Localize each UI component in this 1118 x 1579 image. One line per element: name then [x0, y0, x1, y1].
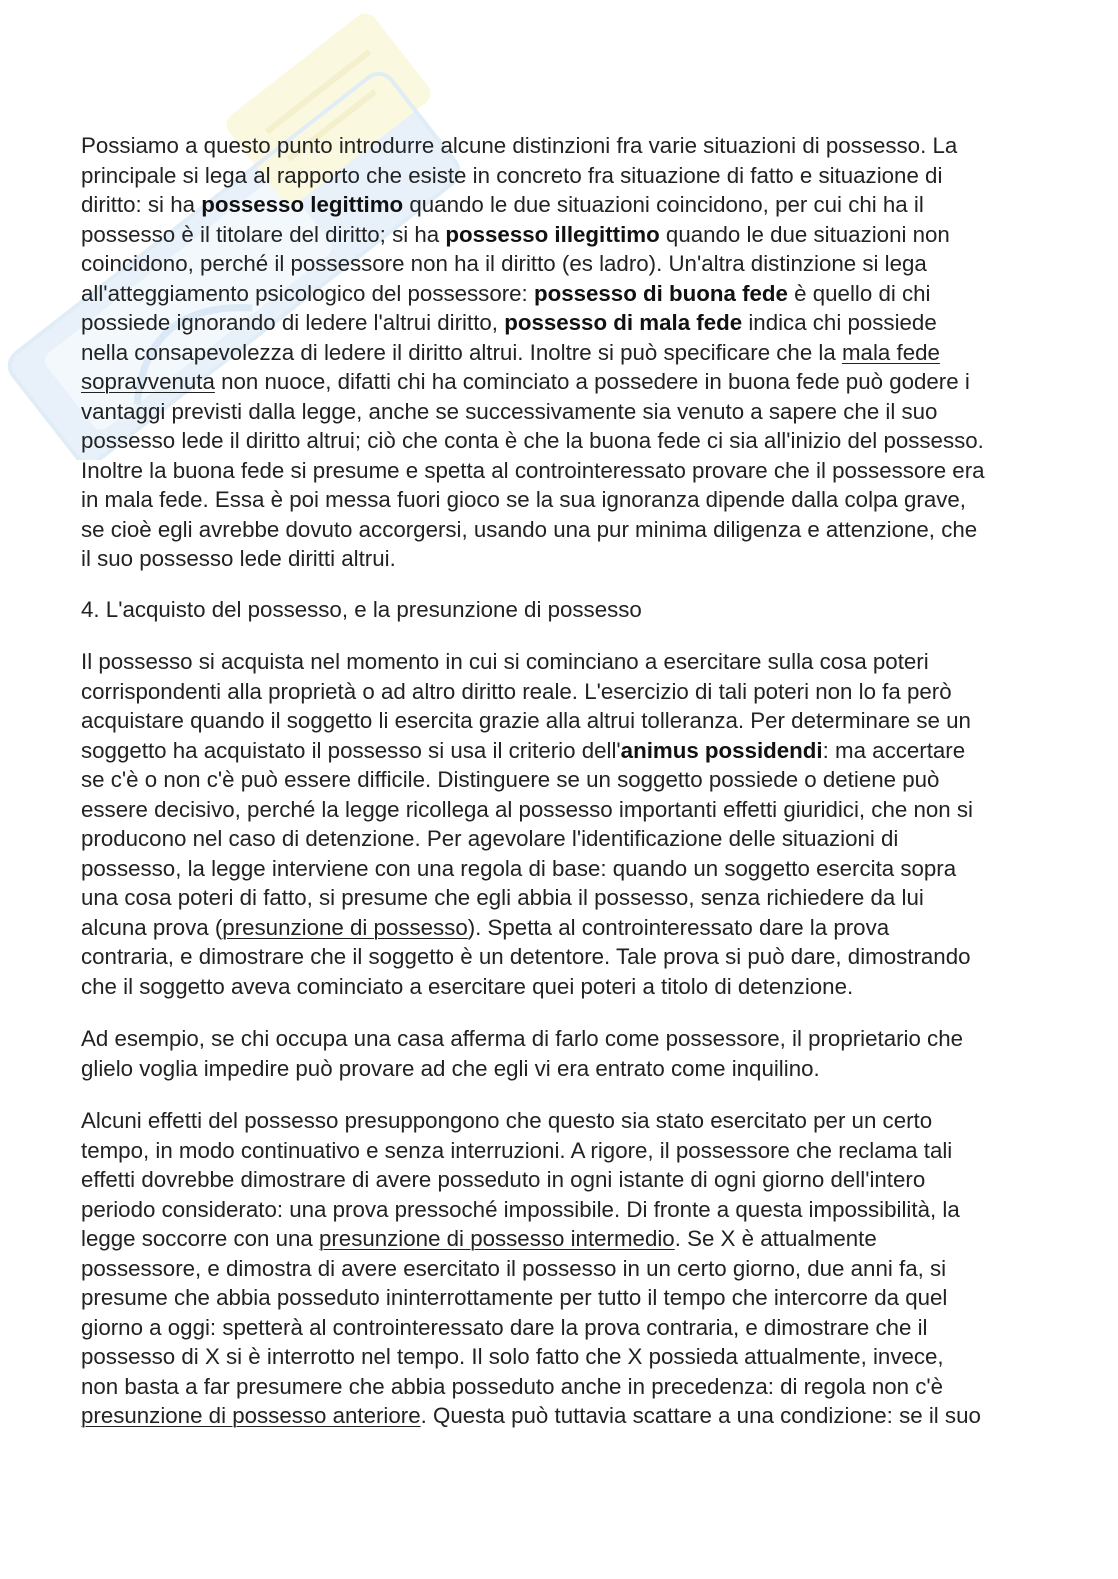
text-segment: . Questa può tuttavia scattare a una condizione: se il suo — [420, 1403, 981, 1428]
text-line: in mala fede. Essa è poi messa fuori gioco se la sua ignoranza dipende dalla colpa grave, — [81, 487, 966, 512]
text-line — [81, 220, 985, 250]
text-segment: soggetto ha acquistato il possesso si usa il criterio dell' — [81, 737, 621, 763]
underlined-term: presunzione di possesso intermedio — [318, 1226, 675, 1251]
text-line — [81, 308, 985, 338]
text-line — [81, 279, 985, 309]
text-line: possesso lede il diritto altrui; ciò che conta è che la buona fede ci sia all'inizio del possesso. — [81, 428, 984, 453]
text-segment: possiede ignorando di ledere l'altrui diritto, — [81, 310, 505, 335]
paragraph — [81, 1024, 963, 1083]
text-line: se c'è o non c'è può essere difficile. Distinguere se un soggetto possiede o detiene può — [81, 767, 940, 792]
section-heading: 4. L'acquisto del possesso, e la presunzione di possesso — [81, 597, 642, 622]
text-line: effetti dovrebbe dimostrare di avere posseduto in ogni istante di ogni giorno dell'intero — [81, 1167, 926, 1192]
underlined-term: mala fede — [841, 339, 940, 365]
text-line — [81, 913, 973, 943]
text-line: Inoltre la buona fede si presume e spetta al controinteressato provare che il possessore era — [81, 457, 985, 483]
bold-term: possesso di buona fede — [533, 280, 788, 306]
text-line: se cioè egli avrebbe dovuto accorgersi, usando una pur minima diligenza e attenzione, che — [81, 516, 978, 542]
text-line: Possiamo a questo punto introdurre alcune distinzioni fra varie situazioni di possesso. La — [81, 133, 958, 158]
text-line — [81, 367, 985, 397]
underlined-term: presunzione di possesso anteriore — [81, 1403, 421, 1428]
paragraph — [81, 647, 973, 1001]
text-line: una cosa poteri di fatto, si presume che egli abbia il possesso, senza richiedere da lui — [81, 885, 924, 910]
text-line: Alcuni effetti del possesso presuppongono che questo sia stato esercitato per un certo — [81, 1108, 933, 1133]
text-line — [81, 1401, 981, 1431]
bold-term: possesso legittimo — [201, 192, 404, 217]
text-segment: all'atteggiamento psicologico del possessore: — [81, 280, 534, 306]
text-segment: indica chi possiede — [742, 310, 937, 335]
text-segment: . Se X è attualmente — [674, 1226, 877, 1251]
text-line: periodo considerato: una prova pressoché impossibile. Di fronte a questa impossibilità, la — [81, 1196, 960, 1222]
text-segment: quando le due situazioni coincidono, per cui chi ha il — [403, 192, 924, 217]
text-segment: nella consapevolezza di ledere il diritto altrui. Inoltre si può specificare che la — [81, 339, 842, 365]
text-line: essere decisivo, perché la legge ricollega al possesso importanti effetti giuridici, che non si — [81, 796, 973, 822]
text-segment: diritto: si ha — [81, 192, 202, 217]
text-line: possessore, e dimostra di avere esercitato il possesso in un certo giorno, due anni fa, si — [81, 1255, 947, 1281]
section-heading-block — [81, 595, 642, 625]
text-line: principale si lega al rapporto che esiste in concreto fra situazione di fatto e situazione di — [81, 162, 943, 188]
text-line: che il soggetto aveva cominciato a esercitare quei poteri a titolo di detenzione. — [81, 973, 854, 999]
text-segment: possesso è il titolare del diritto; si ha — [81, 221, 446, 247]
text-line: giorno a oggi: spetterà al controinteressato dare la prova contraria, e dimostrare che il — [81, 1314, 928, 1340]
text-line: possesso di X si è interrotto nel tempo. Il solo fatto che X possieda attualmente, invece, — [81, 1344, 944, 1369]
text-line: Ad esempio, se chi occupa una casa afferma di farlo come possessore, il proprietario che — [81, 1026, 964, 1051]
text-segment: ). Spetta al controinteressato dare la prova — [467, 914, 890, 940]
text-line: Il possesso si acquista nel momento in cui si cominciano a esercitare sulla cosa poteri — [81, 649, 929, 674]
text-segment: non nuoce, difatti chi ha cominciato a possedere in buona fede può godere i — [214, 369, 970, 394]
text-line: producono nel caso di detenzione. Per agevolare l'identificazione delle situazioni di — [81, 826, 899, 851]
bold-term: animus possidendi — [620, 737, 823, 763]
text-line — [81, 1224, 981, 1254]
text-segment: : ma accertare — [822, 737, 966, 763]
text-line: il suo possesso lede diritti altrui. — [81, 546, 396, 571]
text-line: non basta a far presumere che abbia posseduto anche in precedenza: di regola non c'è — [81, 1373, 944, 1399]
text-line: possesso, la legge interviene con una regola di base: quando un soggetto esercita sopra — [81, 855, 957, 881]
text-line: acquistare quando il soggetto li esercita grazie alla altrui tolleranza. Per determinare se un — [81, 708, 971, 733]
text-line: coincidono, perché il possessore non ha il diritto (es ladro). Un'altra distinzione si lega — [81, 251, 927, 276]
text-line: corrispondenti alla proprietà o ad altro diritto reale. L'esercizio di tali poteri non lo fa però — [81, 678, 952, 704]
text-line: contraria, e dimostrare che il soggetto è un detentore. Tale prova si può dare, dimostrando — [81, 944, 971, 969]
text-segment: alcuna prova ( — [81, 914, 223, 940]
text-line: presume che abbia posseduto ininterrottamente per tutto il tempo che intercorre da quel — [81, 1285, 948, 1310]
text-segment: legge soccorre con una — [81, 1226, 319, 1251]
text-line: vantaggi previsti dalla legge, anche se successivamente sia venuto a sapere che il suo — [81, 398, 938, 424]
bold-term: possesso illegittimo — [445, 221, 660, 247]
underlined-term: presunzione di possesso — [222, 914, 468, 940]
text-segment: quando le due situazioni non — [659, 221, 950, 247]
paragraph — [81, 1106, 981, 1431]
text-segment: è quello di chi — [787, 280, 931, 306]
text-line: glielo voglia impedire può provare ad che egli vi era entrato come inquilino. — [81, 1055, 820, 1081]
bold-term: possesso di mala fede — [504, 310, 743, 335]
text-line — [81, 338, 985, 368]
paragraph — [81, 131, 985, 574]
text-line — [81, 190, 985, 220]
text-line — [81, 736, 973, 766]
underlined-term: sopravvenuta — [81, 369, 215, 394]
text-line: tempo, in modo continuativo e senza interruzioni. A rigore, il possessore che reclama tali — [81, 1137, 953, 1163]
